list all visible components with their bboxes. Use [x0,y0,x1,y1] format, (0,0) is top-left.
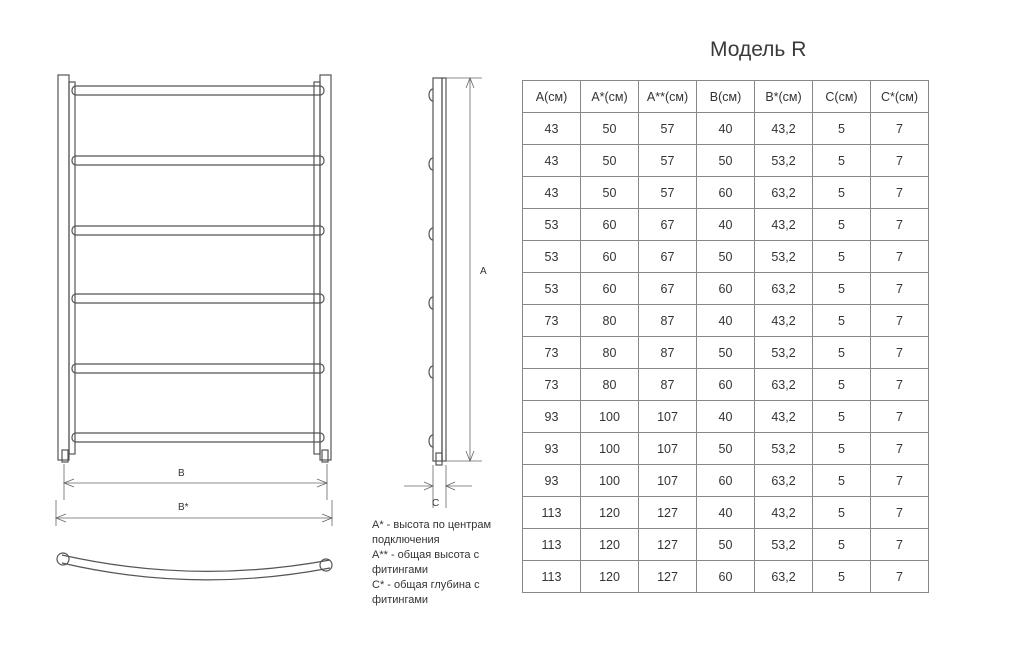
table-cell: 53,2 [755,529,813,561]
table-cell: 7 [871,305,929,337]
table-row [523,113,929,145]
table-cell: 53 [523,273,581,305]
table-cell: 60 [581,209,639,241]
table-cell: 80 [581,337,639,369]
table-cell: 7 [871,273,929,305]
header-a: A(см) [523,81,581,113]
table-cell: 40 [697,113,755,145]
table-cell: 67 [639,209,697,241]
table-cell: 5 [813,433,871,465]
table-cell: 5 [813,177,871,209]
table-cell: 60 [697,465,755,497]
legend-line: A* - высота по центрам [372,519,492,531]
table-cell: 43 [523,177,581,209]
table-cell: 127 [639,529,697,561]
table-cell: 53,2 [755,145,813,177]
table-cell: 50 [581,145,639,177]
table-cell: 73 [523,337,581,369]
table-cell: 63,2 [755,465,813,497]
table-cell: 43,2 [755,113,813,145]
label-c: C [432,498,440,509]
table-header-row [523,81,929,113]
table-row [523,433,929,465]
table-cell: 43 [523,145,581,177]
header-a-double-star: A**(см) [639,81,697,113]
legend-notes [372,518,522,608]
table-cell: 7 [871,241,929,273]
table-cell: 67 [639,273,697,305]
table-cell: 100 [581,433,639,465]
table-cell: 43,2 [755,401,813,433]
label-b-star: B* [178,502,189,513]
table-cell: 100 [581,401,639,433]
table-cell: 53 [523,209,581,241]
table-cell: 40 [697,401,755,433]
table-cell: 5 [813,337,871,369]
table-cell: 53,2 [755,241,813,273]
legend-line: фитингами [372,594,429,606]
table-cell: 7 [871,529,929,561]
table-cell: 87 [639,337,697,369]
table-cell: 5 [813,561,871,593]
table-row [523,241,929,273]
table-row [523,145,929,177]
table-cell: 43,2 [755,497,813,529]
table-cell: 5 [813,145,871,177]
table-cell: 107 [639,401,697,433]
dimension-b [64,464,327,500]
table-cell: 127 [639,561,697,593]
table-cell: 120 [581,497,639,529]
top-view [57,553,332,580]
legend-line: C* - общая глубина с [372,579,480,591]
table-cell: 5 [813,305,871,337]
legend-line: A** - общая высота с [372,549,480,561]
table-cell: 80 [581,305,639,337]
table-cell: 60 [697,369,755,401]
table-cell: 40 [697,497,755,529]
header-b-star: B*(см) [755,81,813,113]
legend-line: фитингами [372,564,429,576]
table-cell: 73 [523,369,581,401]
table-cell: 7 [871,113,929,145]
table-cell: 7 [871,145,929,177]
table-cell: 5 [813,113,871,145]
table-cell: 93 [523,465,581,497]
dimensions-table [522,80,929,593]
table-cell: 93 [523,401,581,433]
table-cell: 7 [871,369,929,401]
table-cell: 7 [871,401,929,433]
table-cell: 7 [871,561,929,593]
header-c-star: C*(см) [871,81,929,113]
header-b: B(см) [697,81,755,113]
table-cell: 40 [697,305,755,337]
table-cell: 57 [639,145,697,177]
table-row [523,273,929,305]
table-cell: 107 [639,465,697,497]
table-cell: 87 [639,305,697,337]
table-cell: 50 [581,113,639,145]
table-row [523,337,929,369]
table-cell: 5 [813,529,871,561]
legend-line: подключения [372,534,440,546]
dimension-b-star [56,500,332,526]
table-row [523,177,929,209]
table-cell: 63,2 [755,369,813,401]
table-row [523,401,929,433]
table-cell: 5 [813,209,871,241]
table-cell: 7 [871,209,929,241]
table-row [523,529,929,561]
table-cell: 120 [581,529,639,561]
table-cell: 7 [871,465,929,497]
label-a: A [480,266,487,277]
table-cell: 50 [697,529,755,561]
front-view [58,75,331,462]
side-view [429,78,446,465]
table-cell: 60 [697,177,755,209]
table-cell: 5 [813,401,871,433]
table-cell: 53 [523,241,581,273]
table-row [523,369,929,401]
table-cell: 50 [581,177,639,209]
table-cell: 60 [581,273,639,305]
table-cell: 50 [697,433,755,465]
table-cell: 60 [697,561,755,593]
table-cell: 67 [639,241,697,273]
table-cell: 53,2 [755,337,813,369]
header-c: C(см) [813,81,871,113]
table-cell: 5 [813,497,871,529]
table-cell: 5 [813,369,871,401]
table-cell: 100 [581,465,639,497]
table-cell: 60 [697,273,755,305]
table-cell: 60 [581,241,639,273]
table-cell: 50 [697,241,755,273]
table-cell: 127 [639,497,697,529]
table-cell: 5 [813,241,871,273]
table-cell: 63,2 [755,177,813,209]
table-cell: 7 [871,497,929,529]
table-cell: 107 [639,433,697,465]
table-cell: 43,2 [755,305,813,337]
table-cell: 53,2 [755,433,813,465]
table-cell: 73 [523,305,581,337]
table-cell: 7 [871,177,929,209]
table-cell: 7 [871,433,929,465]
table-cell: 57 [639,113,697,145]
table-cell: 43,2 [755,209,813,241]
table-row [523,497,929,529]
table-cell: 87 [639,369,697,401]
table-cell: 63,2 [755,561,813,593]
table-cell: 113 [523,497,581,529]
table-row [523,465,929,497]
table-cell: 57 [639,177,697,209]
table-cell: 63,2 [755,273,813,305]
model-title: Модель R [710,38,807,61]
table-cell: 43 [523,113,581,145]
table-row [523,209,929,241]
table-row [523,561,929,593]
table-cell: 5 [813,273,871,305]
header-a-star: A*(см) [581,81,639,113]
table-cell: 50 [697,337,755,369]
table-cell: 7 [871,337,929,369]
table-cell: 93 [523,433,581,465]
table-cell: 80 [581,369,639,401]
table-cell: 40 [697,209,755,241]
table-cell: 113 [523,561,581,593]
table-cell: 120 [581,561,639,593]
label-b: B [178,468,185,479]
table-cell: 5 [813,465,871,497]
table-cell: 113 [523,529,581,561]
dimension-a [446,78,482,461]
table-cell: 50 [697,145,755,177]
table-row [523,305,929,337]
